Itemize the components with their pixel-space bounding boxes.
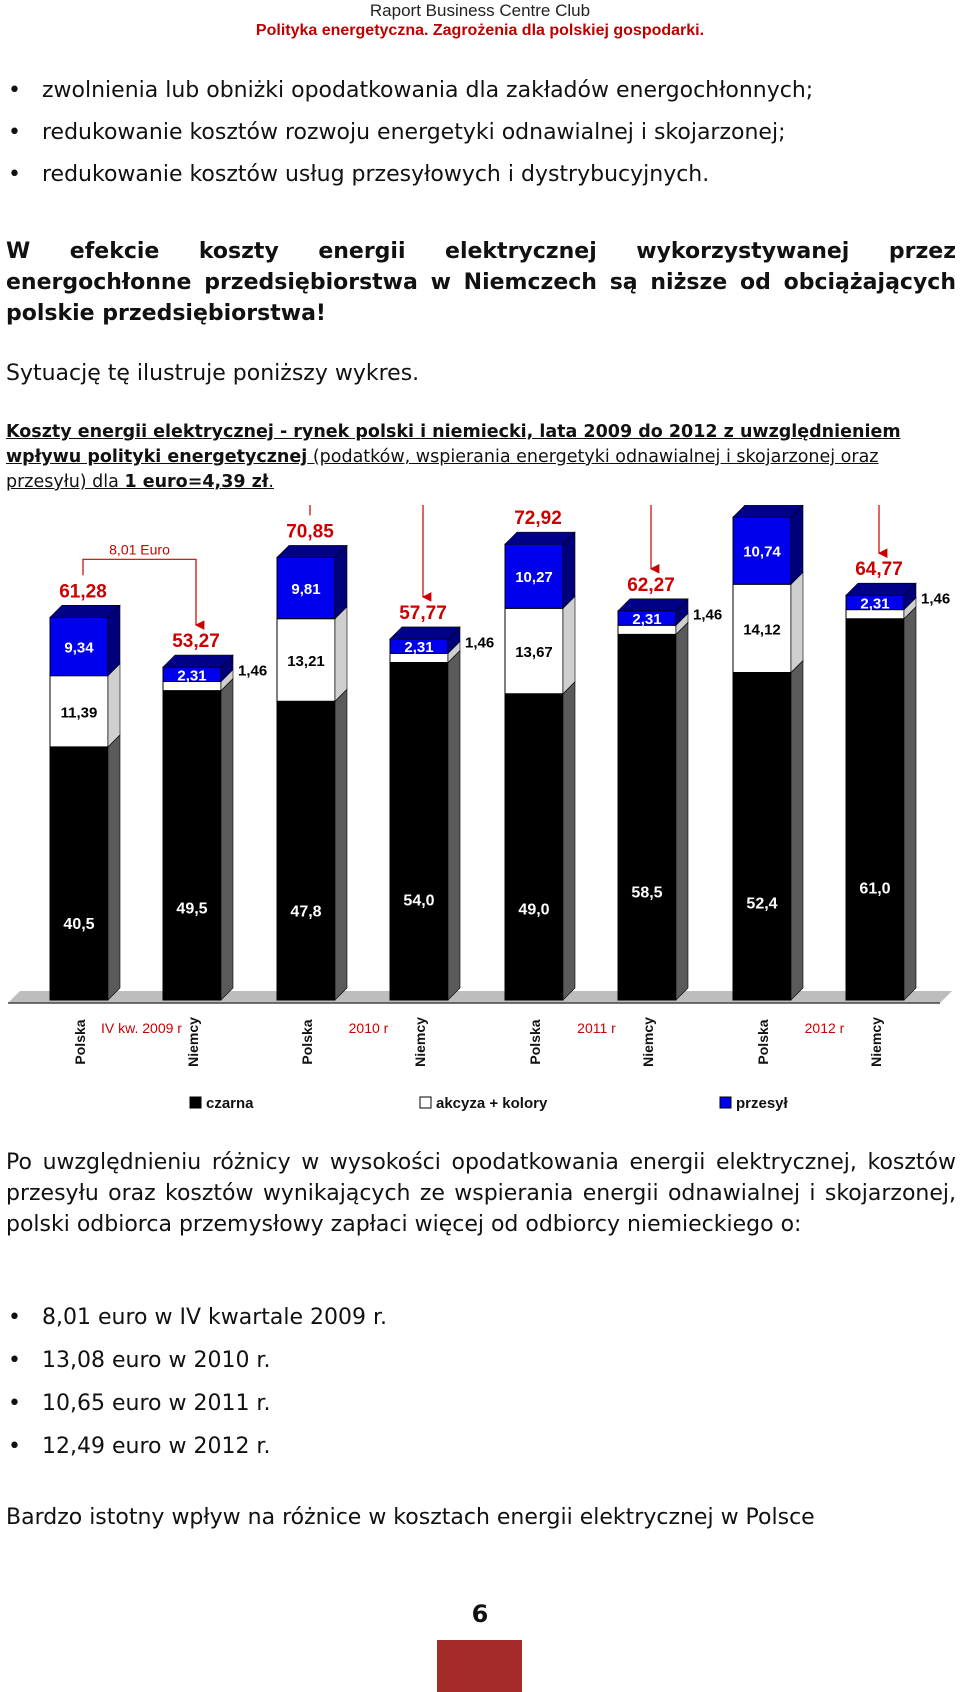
- chart-floor: [8, 991, 952, 1003]
- legend-swatch: [420, 1097, 431, 1108]
- list-item: • 8,01 euro w IV kwartale 2009 r.: [6, 1296, 956, 1339]
- data-label-czarna: 61,0: [859, 880, 891, 898]
- category-label: Polska: [72, 1019, 88, 1065]
- bullet-list-bottom: [6, 1296, 956, 1468]
- bar-side: [563, 532, 575, 608]
- difference-label: 8,01 Euro: [109, 541, 170, 558]
- list-item: • redukowanie kosztów rozwoju energetyki odnawialnej i skojarzonej;: [6, 112, 956, 154]
- category-label: Polska: [755, 1019, 771, 1065]
- category-label: Niemcy: [412, 1017, 428, 1067]
- list-item: • 10,65 euro w 2011 r.: [6, 1382, 956, 1425]
- caption-rate: 1 euro=4,39 zł: [124, 472, 269, 492]
- report-title: Raport Business Centre Club: [369, 1, 591, 20]
- data-label-akcyza: 14,12: [743, 621, 781, 639]
- period-label: 2012 r: [804, 1020, 845, 1036]
- category-label: Polska: [527, 1019, 543, 1065]
- data-label-czarna: 49,0: [518, 901, 550, 919]
- bar-side: [448, 651, 460, 1001]
- bar-side: [108, 664, 120, 747]
- data-label-akcyza: 11,39: [60, 704, 98, 722]
- bar-top: [733, 505, 803, 517]
- data-label-akcyza: 1,46: [921, 590, 951, 608]
- data-label-czarna: 54,0: [403, 892, 435, 910]
- explanation-paragraph: Po uwzględnieniu różnicy w wysokości opodatkowania energii elektrycznej, kosztów przesyłu oraz kosztów wynikających ze wspierania energii odnawialnej i skojarzonej, polski odbiorca przemysłowy zapłaci więcej od odbiorcy niemieckiego o:: [6, 1150, 956, 1237]
- bar-side: [676, 622, 688, 1000]
- last-line: Bardzo istotny wpływ na różnice w kosztach energii elektrycznej w Polsce: [6, 1505, 815, 1530]
- bar-side: [221, 679, 233, 1000]
- category-label: Niemcy: [185, 1017, 201, 1067]
- bar-top: [618, 599, 688, 611]
- legend-label: akcyza + kolory: [436, 1095, 548, 1112]
- data-label-przesyl: 9,81: [291, 581, 321, 599]
- bar-side: [791, 661, 803, 1001]
- period-label: IV kw. 2009 r: [101, 1020, 182, 1036]
- data-label-akcyza: 1,46: [465, 634, 495, 652]
- footer-decoration: [437, 1640, 522, 1692]
- bar-side: [563, 682, 575, 1000]
- bar-top: [277, 545, 347, 557]
- bar-side: [335, 545, 347, 618]
- bar-segment-czarna: [277, 701, 335, 1000]
- caption-title: Koszty energii elektrycznej - rynek polski i niemiecki, lata 2009 do 2012 z uwzględnieniem wpływu polityki energetycznej: [6, 422, 901, 467]
- bar-segment-czarna: [733, 673, 791, 1001]
- bar-top: [163, 655, 233, 667]
- data-label-czarna: 47,8: [290, 903, 322, 921]
- bar-segment-czarna: [505, 694, 563, 1000]
- page-number: 6: [471, 1600, 489, 1628]
- period-label: 2011 r: [577, 1020, 616, 1036]
- bar-side: [335, 607, 347, 702]
- list-item: • 13,08 euro w 2010 r.: [6, 1339, 956, 1382]
- data-label-czarna: 40,5: [63, 916, 95, 934]
- bar-segment-czarna: [390, 663, 448, 1001]
- bar-side: [108, 735, 120, 1000]
- stacked-bar-chart: [0, 505, 960, 1115]
- bar-side: [904, 607, 916, 1000]
- category-label: Niemcy: [640, 1017, 656, 1067]
- report-subtitle: Polityka energetyczna. Zagrożenia dla polskiej gospodarki.: [255, 22, 705, 39]
- bar-top: [50, 605, 120, 617]
- total-label: 57,77: [399, 602, 447, 624]
- category-label: Polska: [299, 1019, 315, 1065]
- bar-segment-czarna: [50, 747, 108, 1000]
- caption-desc: (podatków, wspierania energetyki odnawialnej i skojarzonej oraz przesyłu) dla: [6, 447, 879, 492]
- total-label: 72,92: [514, 508, 562, 530]
- legend-swatch: [720, 1097, 731, 1108]
- category-label: Niemcy: [868, 1017, 884, 1067]
- legend-label: przesył: [736, 1095, 788, 1112]
- total-label: 64,77: [855, 559, 903, 581]
- data-label-czarna: 52,4: [746, 895, 778, 913]
- chart-caption: [6, 420, 956, 495]
- data-label-przesyl: 9,34: [64, 639, 94, 657]
- page-header: [0, 0, 960, 40]
- data-label-czarna: 49,5: [176, 900, 208, 918]
- period-label: 2010 r: [348, 1020, 389, 1036]
- bar-segment-czarna: [846, 619, 904, 1000]
- data-label-czarna: 58,5: [631, 884, 663, 902]
- total-label: 62,27: [627, 574, 675, 596]
- chart-plot: [8, 505, 952, 1112]
- list-item: • redukowanie kosztów usług przesyłowych i dystrybucyjnych.: [6, 154, 956, 196]
- data-label-przesyl: 10,74: [743, 543, 781, 561]
- bar-side: [791, 505, 803, 584]
- bar-segment-czarna: [618, 634, 676, 1000]
- data-label-przesyl: 2,31: [860, 595, 890, 613]
- bar-top: [505, 532, 575, 544]
- bar-side: [335, 689, 347, 1000]
- legend-swatch: [190, 1097, 201, 1108]
- intro-sentence: Sytuację tę ilustruje poniższy wykres.: [6, 361, 420, 386]
- bar-top: [390, 627, 460, 639]
- data-label-akcyza: 1,46: [693, 606, 723, 624]
- data-label-akcyza: 13,21: [287, 652, 325, 670]
- data-label-przesyl: 2,31: [177, 667, 207, 685]
- bar-segment-czarna: [163, 691, 221, 1000]
- data-label-akcyza: 13,67: [515, 644, 553, 662]
- list-item: • zwolnienia lub obniżki opodatkowania dla zakładów energochłonnych;: [6, 70, 956, 112]
- data-label-przesyl: 2,31: [632, 611, 662, 629]
- data-label-przesyl: 10,27: [515, 569, 553, 587]
- list-item: • 12,49 euro w 2012 r.: [6, 1425, 956, 1468]
- total-label: 53,27: [172, 631, 220, 653]
- data-label-przesyl: 2,31: [404, 639, 434, 657]
- legend-label: czarna: [206, 1095, 254, 1112]
- total-label: 70,85: [286, 521, 334, 543]
- bullet-list-top: [6, 70, 956, 196]
- bar-side: [791, 572, 803, 672]
- data-label-akcyza: 1,46: [238, 662, 268, 680]
- bar-side: [563, 596, 575, 693]
- caption-end: .: [268, 472, 274, 492]
- bar-top: [846, 583, 916, 595]
- total-label: 61,28: [59, 581, 107, 603]
- bold-paragraph: W efekcie koszty energii elektrycznej wykorzystywanej przez energochłonne przedsiębiorstwa w Niemczech są niższe od obciążających polskie przedsiębiorstwa!: [6, 239, 956, 326]
